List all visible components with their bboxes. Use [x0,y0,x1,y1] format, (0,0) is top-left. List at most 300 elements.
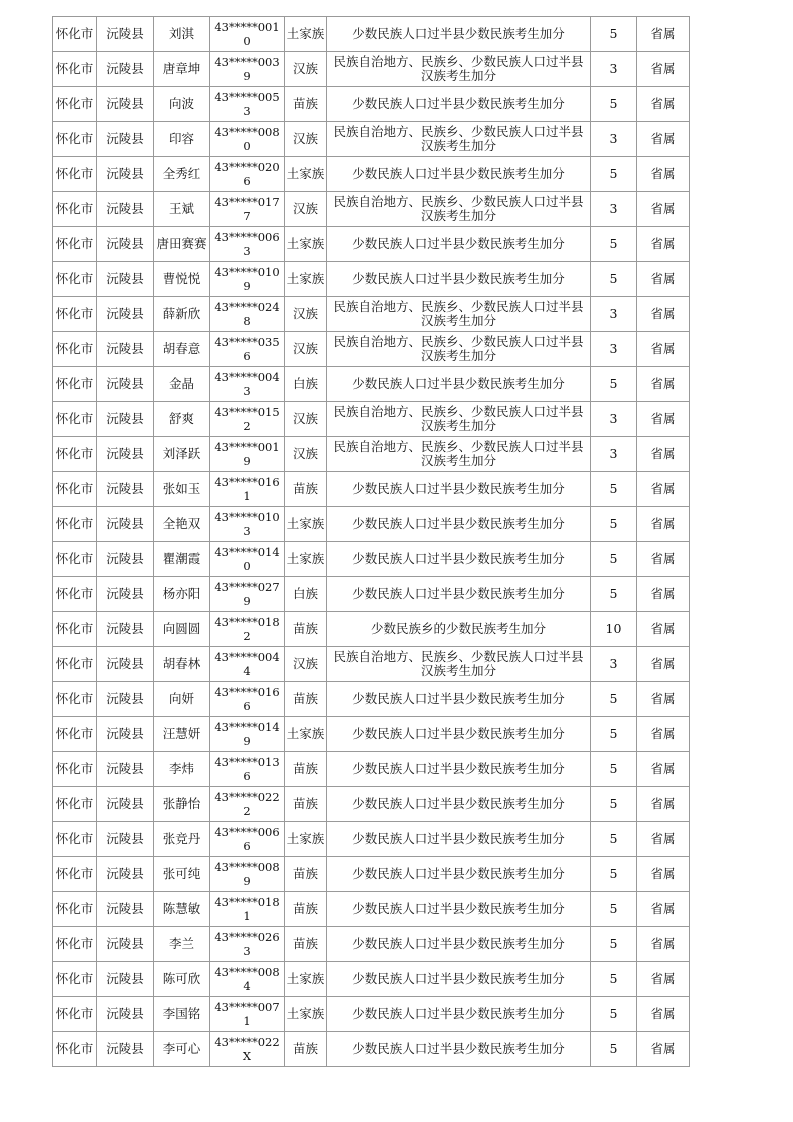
id-line-2: 9 [243,874,251,888]
id-line-1: 43*****020 [214,160,280,174]
cell-points: 5 [591,997,637,1032]
cell-id [210,297,285,332]
table-row [53,577,690,612]
id-line-2: 9 [243,69,251,83]
cell-name: 向妍 [154,682,210,717]
cell-ethnicity: 苗族 [285,682,327,717]
cell-city: 怀化市 [53,332,97,367]
cell-level: 省属 [637,962,690,997]
cell-level: 省属 [637,17,690,52]
id-line-2: 3 [243,384,251,398]
id-line-1: 43*****008 [214,860,280,874]
cell-ethnicity: 苗族 [285,87,327,122]
cell-level: 省属 [637,892,690,927]
id-line-1: 43*****010 [214,510,280,524]
cell-name: 全秀红 [154,157,210,192]
cell-county: 沅陵县 [97,17,154,52]
cell-level: 省属 [637,262,690,297]
cell-city: 怀化市 [53,87,97,122]
cell-reason: 少数民族人口过半县少数民族考生加分 [327,962,591,997]
cell-points: 5 [591,577,637,612]
cell-reason: 少数民族人口过半县少数民族考生加分 [327,227,591,262]
cell-ethnicity: 苗族 [285,1032,327,1067]
cell-points: 5 [591,962,637,997]
cell-county: 沅陵县 [97,787,154,822]
cell-points: 3 [591,192,637,227]
cell-reason: 少数民族人口过半县少数民族考生加分 [327,857,591,892]
table-row [53,437,690,472]
cell-id [210,507,285,542]
cell-points: 5 [591,87,637,122]
cell-county: 沅陵县 [97,962,154,997]
cell-city: 怀化市 [53,612,97,647]
cell-name: 唐田赛赛 [154,227,210,262]
cell-reason: 少数民族人口过半县少数民族考生加分 [327,997,591,1032]
table-row [53,227,690,262]
id-line-1: 43*****003 [214,55,280,69]
cell-name: 唐章坤 [154,52,210,87]
cell-level: 省属 [637,367,690,402]
cell-points: 5 [591,472,637,507]
table-row [53,1032,690,1067]
cell-reason: 少数民族人口过半县少数民族考生加分 [327,1032,591,1067]
cell-county: 沅陵县 [97,542,154,577]
id-line-2: 3 [243,104,251,118]
table-row [53,367,690,402]
table-row [53,332,690,367]
cell-reason: 少数民族人口过半县少数民族考生加分 [327,507,591,542]
cell-county: 沅陵县 [97,192,154,227]
cell-county: 沅陵县 [97,367,154,402]
id-line-1: 43*****014 [214,720,280,734]
cell-reason: 少数民族人口过半县少数民族考生加分 [327,787,591,822]
cell-county: 沅陵县 [97,752,154,787]
cell-reason: 民族自治地方、民族乡、少数民族人口过半县汉族考生加分 [327,52,591,87]
table-row [53,402,690,437]
id-line-1: 43*****024 [214,300,280,314]
cell-level: 省属 [637,927,690,962]
table-row [53,962,690,997]
table-row [53,17,690,52]
cell-id [210,927,285,962]
cell-county: 沅陵县 [97,297,154,332]
cell-reason: 民族自治地方、民族乡、少数民族人口过半县汉族考生加分 [327,332,591,367]
cell-points: 5 [591,857,637,892]
cell-ethnicity: 汉族 [285,52,327,87]
cell-level: 省属 [637,1032,690,1067]
cell-id [210,192,285,227]
cell-level: 省属 [637,297,690,332]
cell-reason: 少数民族人口过半县少数民族考生加分 [327,542,591,577]
cell-city: 怀化市 [53,437,97,472]
id-line-2: 6 [243,174,251,188]
cell-county: 沅陵县 [97,52,154,87]
cell-level: 省属 [637,577,690,612]
cell-city: 怀化市 [53,367,97,402]
cell-reason: 民族自治地方、民族乡、少数民族人口过半县汉族考生加分 [327,122,591,157]
cell-points: 5 [591,1032,637,1067]
bonus-points-table [52,16,690,1067]
cell-points: 3 [591,297,637,332]
cell-county: 沅陵县 [97,472,154,507]
cell-points: 5 [591,507,637,542]
id-line-2: 3 [243,944,251,958]
cell-ethnicity: 汉族 [285,192,327,227]
cell-name: 李可心 [154,1032,210,1067]
cell-reason: 少数民族人口过半县少数民族考生加分 [327,822,591,857]
cell-id [210,647,285,682]
cell-name: 瞿潮霞 [154,542,210,577]
table-row [53,192,690,227]
cell-id [210,17,285,52]
id-line-2: 9 [243,454,251,468]
cell-level: 省属 [637,87,690,122]
id-line-1: 43*****026 [214,930,280,944]
cell-city: 怀化市 [53,542,97,577]
cell-points: 5 [591,717,637,752]
cell-level: 省属 [637,157,690,192]
cell-name: 李国铭 [154,997,210,1032]
cell-level: 省属 [637,192,690,227]
cell-city: 怀化市 [53,577,97,612]
table-row [53,87,690,122]
cell-ethnicity: 汉族 [285,297,327,332]
cell-ethnicity: 白族 [285,577,327,612]
cell-city: 怀化市 [53,192,97,227]
cell-name: 刘泽跃 [154,437,210,472]
cell-ethnicity: 白族 [285,367,327,402]
cell-reason: 少数民族人口过半县少数民族考生加分 [327,87,591,122]
cell-level: 省属 [637,682,690,717]
cell-ethnicity: 苗族 [285,787,327,822]
id-line-2: 9 [243,734,251,748]
cell-points: 5 [591,262,637,297]
cell-id [210,87,285,122]
cell-id [210,472,285,507]
id-line-2: X [242,1049,252,1063]
cell-name: 刘淇 [154,17,210,52]
cell-points: 5 [591,927,637,962]
id-line-2: 9 [243,279,251,293]
table-row [53,752,690,787]
cell-name: 张竞丹 [154,822,210,857]
cell-points: 10 [591,612,637,647]
cell-reason: 民族自治地方、民族乡、少数民族人口过半县汉族考生加分 [327,402,591,437]
cell-city: 怀化市 [53,787,97,822]
cell-ethnicity: 土家族 [285,157,327,192]
cell-name: 向圆圆 [154,612,210,647]
id-line-1: 43*****006 [214,230,280,244]
id-line-2: 4 [243,979,251,993]
cell-level: 省属 [637,787,690,822]
table-row [53,472,690,507]
cell-id [210,332,285,367]
id-line-1: 43*****001 [214,440,280,454]
cell-reason: 少数民族人口过半县少数民族考生加分 [327,17,591,52]
cell-id [210,717,285,752]
id-line-2: 1 [243,909,251,923]
cell-reason: 少数民族人口过半县少数民族考生加分 [327,157,591,192]
cell-city: 怀化市 [53,752,97,787]
cell-points: 5 [591,787,637,822]
id-line-2: 1 [243,1014,251,1028]
id-line-1: 43*****007 [214,1000,280,1014]
cell-name: 张可纯 [154,857,210,892]
cell-county: 沅陵县 [97,1032,154,1067]
cell-id [210,577,285,612]
cell-county: 沅陵县 [97,612,154,647]
cell-reason: 少数民族人口过半县少数民族考生加分 [327,927,591,962]
id-line-1: 43*****022 [214,790,280,804]
id-line-2: 0 [243,34,251,48]
cell-ethnicity: 汉族 [285,122,327,157]
cell-ethnicity: 苗族 [285,857,327,892]
cell-points: 3 [591,437,637,472]
id-line-1: 43*****018 [214,895,280,909]
cell-county: 沅陵县 [97,87,154,122]
cell-points: 5 [591,542,637,577]
cell-level: 省属 [637,857,690,892]
id-line-1: 43*****016 [214,475,280,489]
cell-city: 怀化市 [53,17,97,52]
cell-reason: 少数民族人口过半县少数民族考生加分 [327,577,591,612]
cell-id [210,682,285,717]
id-line-1: 43*****010 [214,265,280,279]
cell-id [210,542,285,577]
cell-city: 怀化市 [53,297,97,332]
table-row [53,927,690,962]
cell-id [210,52,285,87]
cell-level: 省属 [637,227,690,262]
id-line-1: 43*****013 [214,755,280,769]
id-line-1: 43*****005 [214,90,280,104]
id-line-2: 0 [243,559,251,573]
cell-points: 3 [591,402,637,437]
cell-county: 沅陵县 [97,227,154,262]
cell-level: 省属 [637,52,690,87]
cell-name: 杨亦阳 [154,577,210,612]
table-row [53,52,690,87]
cell-ethnicity: 汉族 [285,647,327,682]
cell-ethnicity: 土家族 [285,542,327,577]
id-line-2: 2 [243,629,251,643]
cell-ethnicity: 苗族 [285,927,327,962]
id-line-1: 43*****008 [214,965,280,979]
cell-name: 汪慧妍 [154,717,210,752]
table-row [53,997,690,1032]
cell-name: 张静怡 [154,787,210,822]
id-line-2: 8 [243,314,251,328]
id-line-1: 43*****004 [214,650,280,664]
cell-id [210,752,285,787]
cell-id [210,402,285,437]
cell-city: 怀化市 [53,227,97,262]
id-line-2: 3 [243,244,251,258]
cell-ethnicity: 土家族 [285,717,327,752]
cell-id [210,1032,285,1067]
cell-name: 陈慧敏 [154,892,210,927]
cell-county: 沅陵县 [97,682,154,717]
cell-id [210,892,285,927]
cell-id [210,787,285,822]
table-row [53,717,690,752]
cell-reason: 少数民族人口过半县少数民族考生加分 [327,752,591,787]
cell-ethnicity: 土家族 [285,507,327,542]
id-line-2: 1 [243,489,251,503]
cell-ethnicity: 苗族 [285,752,327,787]
table-row [53,297,690,332]
id-line-2: 2 [243,804,251,818]
cell-county: 沅陵县 [97,927,154,962]
table-row [53,262,690,297]
cell-points: 3 [591,122,637,157]
cell-reason: 少数民族人口过半县少数民族考生加分 [327,892,591,927]
cell-county: 沅陵县 [97,577,154,612]
cell-name: 薛新欣 [154,297,210,332]
cell-points: 5 [591,157,637,192]
cell-reason: 民族自治地方、民族乡、少数民族人口过半县汉族考生加分 [327,437,591,472]
cell-name: 胡春林 [154,647,210,682]
cell-name: 金晶 [154,367,210,402]
id-line-1: 43*****001 [214,20,280,34]
cell-name: 李炜 [154,752,210,787]
cell-county: 沅陵县 [97,892,154,927]
cell-points: 5 [591,682,637,717]
cell-id [210,612,285,647]
cell-level: 省属 [637,717,690,752]
cell-id [210,122,285,157]
table-row [53,787,690,822]
cell-id [210,262,285,297]
cell-reason: 少数民族人口过半县少数民族考生加分 [327,367,591,402]
cell-ethnicity: 土家族 [285,962,327,997]
table-row [53,157,690,192]
table-row [53,122,690,157]
cell-reason: 少数民族人口过半县少数民族考生加分 [327,472,591,507]
id-line-1: 43*****027 [214,580,280,594]
cell-county: 沅陵县 [97,402,154,437]
cell-name: 胡春意 [154,332,210,367]
cell-points: 3 [591,332,637,367]
id-line-1: 43*****006 [214,825,280,839]
cell-ethnicity: 土家族 [285,227,327,262]
cell-city: 怀化市 [53,682,97,717]
id-line-2: 7 [243,209,251,223]
cell-id [210,962,285,997]
cell-level: 省属 [637,997,690,1032]
table-row [53,647,690,682]
table-row [53,612,690,647]
cell-city: 怀化市 [53,892,97,927]
cell-level: 省属 [637,647,690,682]
cell-reason: 少数民族乡的少数民族考生加分 [327,612,591,647]
id-line-1: 43*****035 [214,335,280,349]
cell-county: 沅陵县 [97,647,154,682]
cell-level: 省属 [637,472,690,507]
cell-reason: 少数民族人口过半县少数民族考生加分 [327,682,591,717]
cell-level: 省属 [637,612,690,647]
cell-reason: 少数民族人口过半县少数民族考生加分 [327,717,591,752]
id-line-2: 6 [243,699,251,713]
cell-city: 怀化市 [53,857,97,892]
cell-ethnicity: 汉族 [285,402,327,437]
id-line-1: 43*****022 [214,1035,280,1049]
cell-city: 怀化市 [53,997,97,1032]
id-line-2: 6 [243,769,251,783]
cell-points: 3 [591,647,637,682]
table-row [53,542,690,577]
cell-points: 5 [591,822,637,857]
cell-city: 怀化市 [53,262,97,297]
cell-county: 沅陵县 [97,857,154,892]
cell-ethnicity: 苗族 [285,612,327,647]
cell-county: 沅陵县 [97,822,154,857]
cell-id [210,822,285,857]
cell-ethnicity: 土家族 [285,822,327,857]
cell-city: 怀化市 [53,1032,97,1067]
cell-ethnicity: 苗族 [285,892,327,927]
cell-id [210,997,285,1032]
cell-name: 印容 [154,122,210,157]
cell-points: 5 [591,227,637,262]
cell-reason: 民族自治地方、民族乡、少数民族人口过半县汉族考生加分 [327,192,591,227]
cell-ethnicity: 土家族 [285,997,327,1032]
cell-level: 省属 [637,752,690,787]
cell-county: 沅陵县 [97,332,154,367]
cell-ethnicity: 汉族 [285,332,327,367]
cell-city: 怀化市 [53,157,97,192]
table-row [53,682,690,717]
cell-ethnicity: 苗族 [285,472,327,507]
id-line-2: 4 [243,664,251,678]
cell-county: 沅陵县 [97,717,154,752]
cell-points: 5 [591,752,637,787]
id-line-1: 43*****008 [214,125,280,139]
cell-level: 省属 [637,507,690,542]
cell-county: 沅陵县 [97,157,154,192]
cell-id [210,157,285,192]
cell-ethnicity: 土家族 [285,17,327,52]
cell-county: 沅陵县 [97,437,154,472]
cell-city: 怀化市 [53,52,97,87]
cell-name: 张如玉 [154,472,210,507]
cell-city: 怀化市 [53,122,97,157]
cell-name: 全艳双 [154,507,210,542]
id-line-2: 2 [243,419,251,433]
cell-level: 省属 [637,402,690,437]
table-row [53,822,690,857]
cell-level: 省属 [637,332,690,367]
cell-reason: 民族自治地方、民族乡、少数民族人口过半县汉族考生加分 [327,297,591,332]
cell-city: 怀化市 [53,472,97,507]
id-line-2: 6 [243,349,251,363]
cell-points: 5 [591,17,637,52]
id-line-2: 0 [243,139,251,153]
id-line-1: 43*****014 [214,545,280,559]
cell-reason: 民族自治地方、民族乡、少数民族人口过半县汉族考生加分 [327,647,591,682]
id-line-2: 9 [243,594,251,608]
cell-city: 怀化市 [53,962,97,997]
cell-county: 沅陵县 [97,262,154,297]
cell-name: 舒爽 [154,402,210,437]
id-line-1: 43*****018 [214,615,280,629]
cell-city: 怀化市 [53,717,97,752]
cell-level: 省属 [637,437,690,472]
cell-points: 3 [591,52,637,87]
cell-level: 省属 [637,822,690,857]
cell-ethnicity: 土家族 [285,262,327,297]
cell-points: 5 [591,892,637,927]
